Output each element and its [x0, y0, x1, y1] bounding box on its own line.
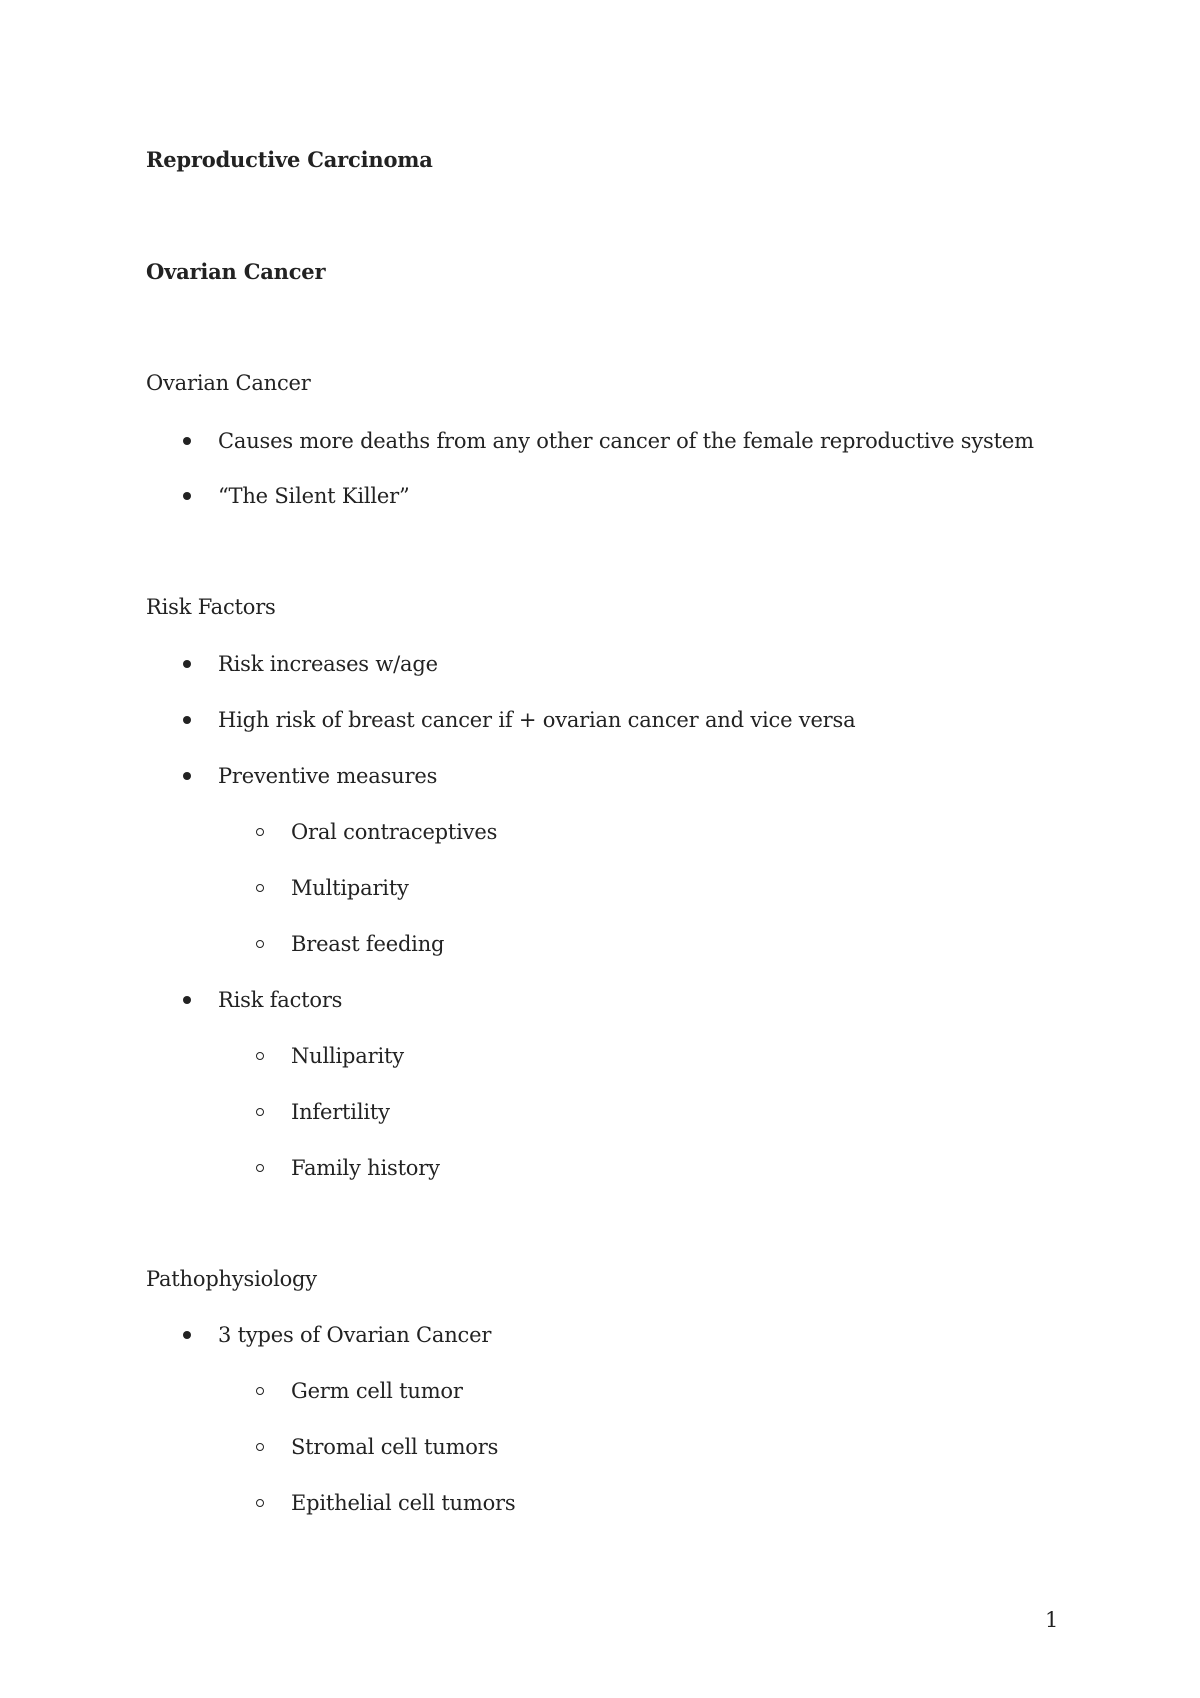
bullet-dot-icon — [183, 772, 191, 780]
bullet-dot-icon — [183, 660, 191, 668]
bullet-ring-icon — [256, 1443, 264, 1451]
overview-heading: Ovarian Cancer — [146, 371, 311, 395]
document-title: Reproductive Carcinoma — [146, 147, 433, 172]
list-item: High risk of breast cancer if + ovarian cancer and vice versa — [218, 708, 856, 732]
bullet-ring-icon — [256, 1108, 264, 1116]
bullet-ring-icon — [256, 940, 264, 948]
list-item: Risk increases w/age — [218, 652, 438, 676]
sub-list-item: Stromal cell tumors — [291, 1435, 499, 1459]
pathophysiology-heading: Pathophysiology — [146, 1267, 317, 1291]
bullet-dot-icon — [183, 996, 191, 1004]
sub-list-item: Breast feeding — [291, 932, 445, 956]
sub-list-item: Germ cell tumor — [291, 1379, 463, 1403]
bullet-dot-icon — [183, 437, 191, 445]
sub-list-item: Multiparity — [291, 876, 409, 900]
sub-list-item: Epithelial cell tumors — [291, 1491, 516, 1515]
list-item: Preventive measures — [218, 764, 438, 788]
bullet-ring-icon — [256, 884, 264, 892]
bullet-ring-icon — [256, 1052, 264, 1060]
bullet-dot-icon — [183, 492, 191, 500]
sub-list-item: Oral contraceptives — [291, 820, 498, 844]
bullet-ring-icon — [256, 1499, 264, 1507]
bullet-ring-icon — [256, 828, 264, 836]
sub-list-item: Infertility — [291, 1100, 390, 1124]
list-item: “The Silent Killer” — [218, 484, 410, 508]
bullet-dot-icon — [183, 716, 191, 724]
page-number: 1 — [1045, 1608, 1059, 1632]
bullet-ring-icon — [256, 1387, 264, 1395]
list-item: Risk factors — [218, 988, 343, 1012]
risk-factors-heading: Risk Factors — [146, 595, 276, 619]
bullet-ring-icon — [256, 1164, 264, 1172]
bullet-dot-icon — [183, 1331, 191, 1339]
sub-list-item: Family history — [291, 1156, 440, 1180]
sub-list-item: Nulliparity — [291, 1044, 404, 1068]
section-heading: Ovarian Cancer — [146, 259, 326, 284]
list-item: Causes more deaths from any other cancer of the female reproductive system — [218, 429, 1034, 453]
list-item: 3 types of Ovarian Cancer — [218, 1323, 492, 1347]
